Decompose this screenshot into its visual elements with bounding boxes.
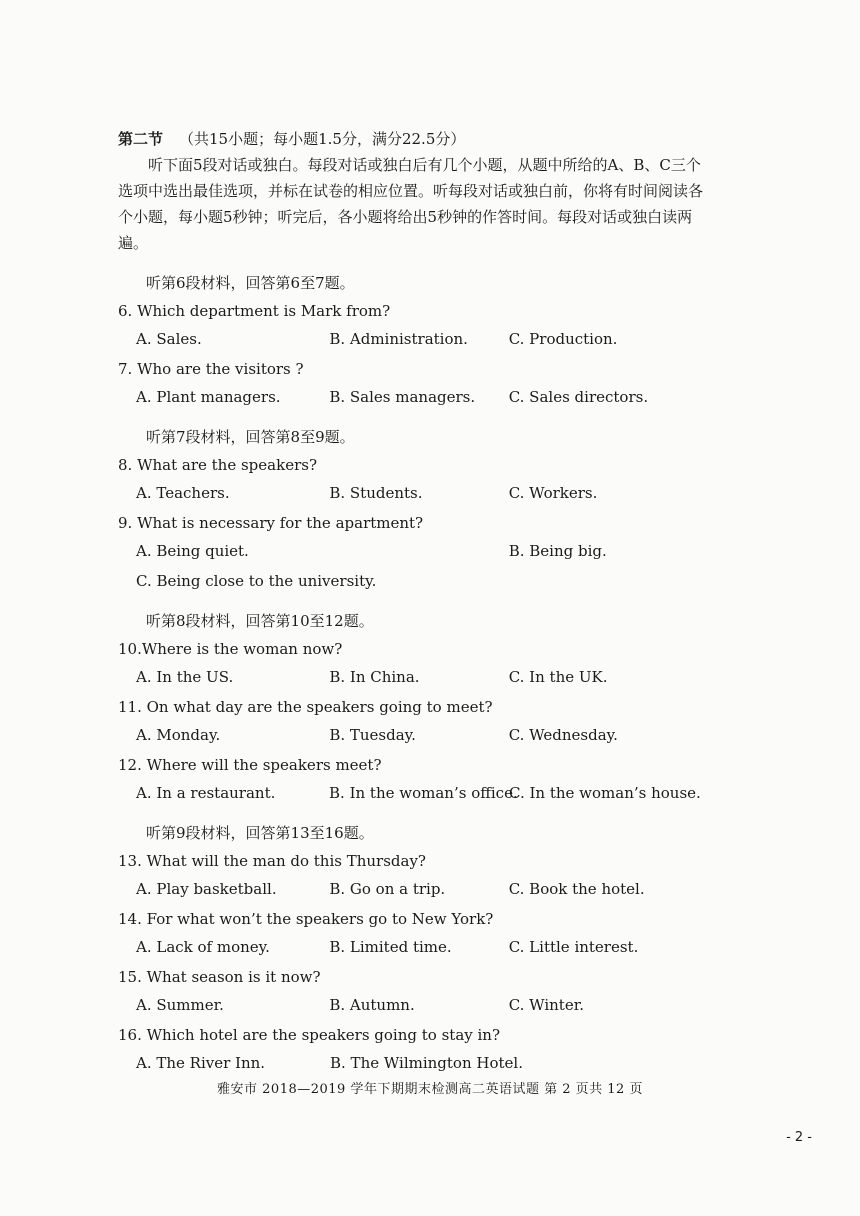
option-a: A. Teachers. — [136, 484, 230, 502]
question-stem: 6. Which department is Mark from? — [118, 302, 391, 320]
question-stem: 16. Which hotel are the speakers going to stay in? — [118, 1026, 501, 1044]
options-row — [136, 326, 708, 352]
option-c: C. In the woman’s house. — [509, 784, 701, 802]
question-stem: 13. What will the man do this Thursday? — [118, 852, 426, 870]
options-row — [136, 722, 708, 748]
group-heading: 听第8段材料，回答第10至12题。 — [146, 612, 374, 630]
option-b: B. Being big. — [508, 542, 607, 560]
option-c: C. Production. — [508, 330, 618, 348]
option-c: C. Sales directors. — [508, 388, 649, 406]
option-b: B. In the woman’s office. — [329, 784, 518, 802]
option-b: B. Limited time. — [329, 938, 452, 956]
question-stem: 10.Where is the woman now? — [118, 640, 343, 658]
question-group — [118, 608, 708, 806]
option-b: B. Sales managers. — [329, 388, 476, 406]
page-footer: 雅安市 2018—2019 学年下期期末检测高二英语试题 第 2 页共 12 页 — [217, 1082, 643, 1097]
instructions-text: 听下面5段对话或独白。每段对话或独白后有几个小题，从题中所给的A、B、C三个选项中选出最佳选项，并标在试卷的相应位置。听每段对话或独白前，你将有时间阅读各个小题，每小题5秒钟；听完后，各小题将给出5秒钟的作答时间。每段对话或独白读两遍。 — [118, 156, 704, 252]
option-a: A. Plant managers. — [136, 388, 281, 406]
option-c: C. Winter. — [508, 996, 584, 1014]
option-b: B. Autumn. — [329, 996, 415, 1014]
group-heading: 听第7段材料，回答第8至9题。 — [146, 428, 355, 446]
section-title: 第二节 — [118, 130, 164, 148]
option-a: A. Lack of money. — [136, 938, 270, 956]
page-content — [118, 126, 708, 1080]
question-stem: 12. Where will the speakers meet? — [118, 756, 382, 774]
option-a: A. In a restaurant. — [136, 784, 276, 802]
question-group — [118, 820, 708, 1076]
option-a: A. Sales. — [136, 330, 202, 348]
question-group — [118, 424, 708, 594]
page-number: - 2 - — [786, 1130, 812, 1145]
group-heading: 听第6段材料，回答第6至7题。 — [146, 274, 355, 292]
option-a: A. Summer. — [136, 996, 224, 1014]
question-stem: 9. What is necessary for the apartment? — [118, 514, 424, 532]
option-c: C. Book the hotel. — [508, 880, 645, 898]
option-b: B. In China. — [329, 668, 420, 686]
section-note: （共15小题；每小题1.5分，满分22.5分） — [179, 130, 466, 148]
options-row — [136, 876, 708, 902]
option-a: A. In the US. — [136, 668, 234, 686]
options-row — [136, 384, 708, 410]
options-row — [136, 1050, 708, 1076]
option-b: B. The Wilmington Hotel. — [330, 1054, 523, 1072]
group-heading: 听第9段材料，回答第13至16题。 — [146, 824, 374, 842]
options-row — [136, 480, 708, 506]
options-row — [136, 780, 708, 806]
question-stem: 14. For what won’t the speakers go to New York? — [118, 910, 494, 928]
option-b: B. Tuesday. — [329, 726, 416, 744]
option-a: A. Play basketball. — [136, 880, 277, 898]
question-group — [118, 270, 708, 410]
options-row — [136, 538, 708, 564]
options-row — [136, 934, 708, 960]
question-stem: 7. Who are the visitors ? — [118, 360, 304, 378]
option-b: B. Students. — [329, 484, 423, 502]
option-b: B. Go on a trip. — [329, 880, 446, 898]
options-row — [136, 664, 708, 690]
option-c: C. In the UK. — [508, 668, 608, 686]
option-a: A. The River Inn. — [136, 1054, 266, 1072]
section-header — [118, 126, 708, 152]
option-a: A. Being quiet. — [136, 542, 249, 560]
question-stem: 15. What season is it now? — [118, 968, 321, 986]
option-c: C. Little interest. — [508, 938, 639, 956]
question-stem: 8. What are the speakers? — [118, 456, 317, 474]
option-a: A. Monday. — [136, 726, 221, 744]
option-c: C. Wednesday. — [508, 726, 618, 744]
options-row — [136, 992, 708, 1018]
option-c: C. Workers. — [508, 484, 598, 502]
option-c: C. Being close to the university. — [136, 572, 377, 590]
option-b: B. Administration. — [329, 330, 468, 348]
question-stem: 11. On what day are the speakers going to meet? — [118, 698, 493, 716]
instructions — [118, 152, 708, 256]
